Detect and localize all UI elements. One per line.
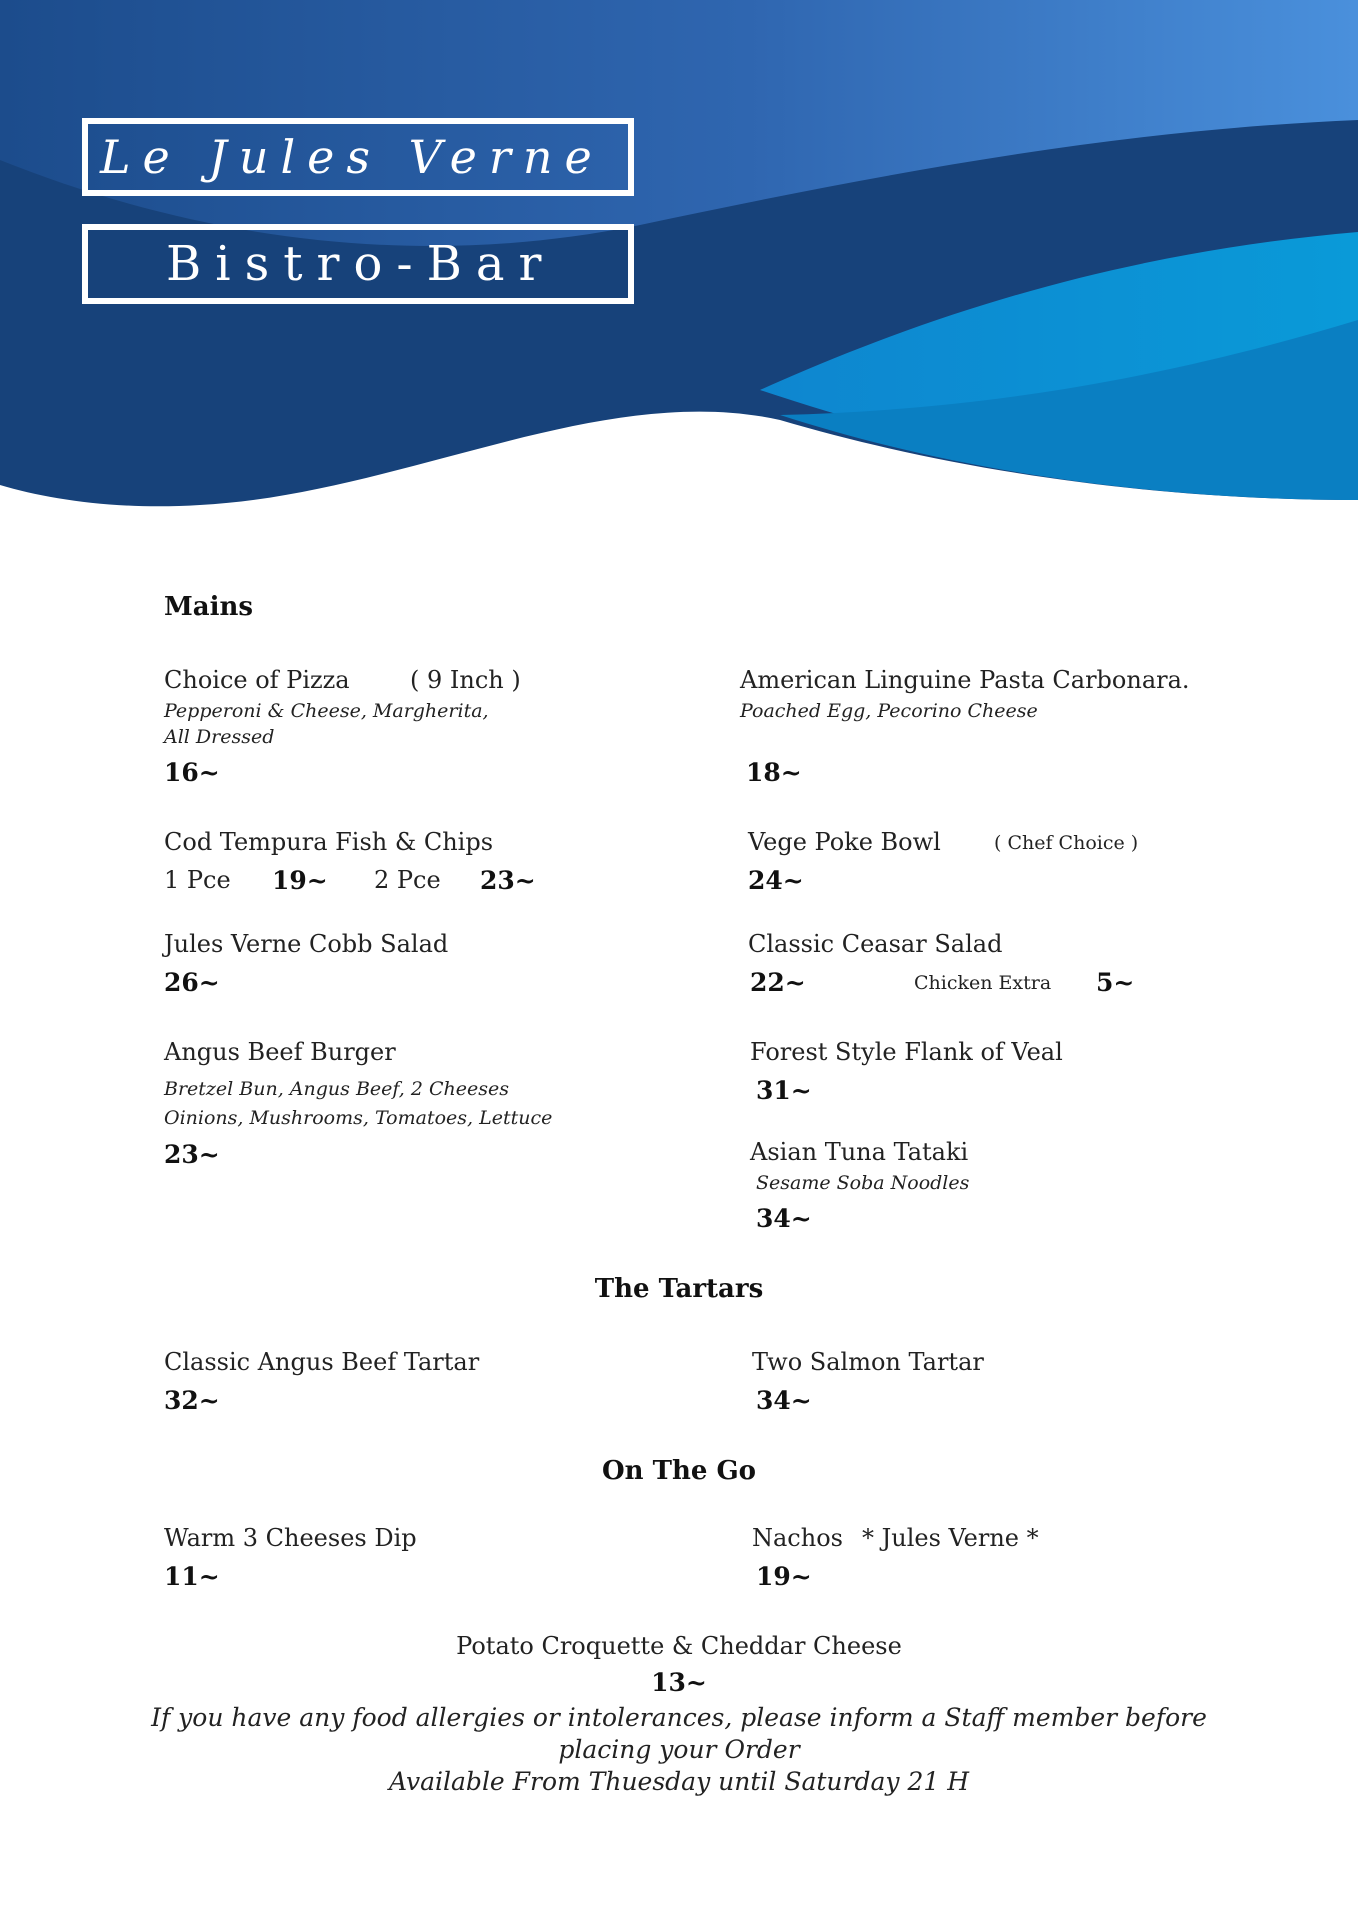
poke-note: ( Chef Choice ) (994, 832, 1139, 854)
tuna-name: Asian Tuna Tataki (750, 1138, 969, 1166)
burger-price: 23~ (164, 1140, 220, 1169)
pizza-price: 16~ (164, 758, 220, 787)
restaurant-subtitle: Bistro-Bar (82, 224, 634, 304)
poke-price: 24~ (748, 866, 804, 895)
fish-option-1: 1 Pce (164, 866, 231, 894)
nachos-price: 19~ (756, 1562, 812, 1591)
allergy-note-line-1: If you have any food allergies or intolerances, please inform a Staff member before (151, 1703, 1207, 1732)
mains-heading: Mains (164, 592, 254, 622)
poke-name: Vege Poke Bowl (748, 828, 941, 856)
ceasar-extra-price: 5~ (1096, 968, 1135, 997)
pizza-size: ( 9 Inch ) (410, 666, 521, 694)
burger-desc-2: Oinions, Mushrooms, Tomatoes, Lettuce (164, 1107, 553, 1129)
carbonara-name: American Linguine Pasta Carbonara. (740, 666, 1190, 694)
veal-name: Forest Style Flank of Veal (750, 1038, 1063, 1066)
dip-price: 11~ (164, 1562, 220, 1591)
ceasar-name: Classic Ceasar Salad (748, 930, 1003, 958)
croquette-name: Potato Croquette & Cheddar Cheese (456, 1632, 902, 1660)
allergy-note-line-2: placing your Order (558, 1735, 800, 1764)
carbonara-desc: Poached Egg, Pecorino Cheese (740, 700, 1038, 722)
pizza-name: Choice of Pizza (164, 666, 350, 694)
fish-option-2: 2 Pce (374, 866, 441, 894)
dip-name: Warm 3 Cheeses Dip (164, 1524, 417, 1552)
fish-name: Cod Tempura Fish & Chips (164, 828, 494, 856)
salmon-tartar-price: 34~ (756, 1386, 812, 1415)
salmon-tartar-name: Two Salmon Tartar (752, 1348, 984, 1376)
beef-tartar-name: Classic Angus Beef Tartar (164, 1348, 480, 1376)
restaurant-title: Le Jules Verne (82, 118, 634, 196)
veal-price: 31~ (756, 1076, 812, 1105)
nachos-note: * Jules Verne * (862, 1524, 1039, 1552)
ceasar-price: 22~ (750, 968, 806, 997)
burger-name: Angus Beef Burger (164, 1038, 396, 1066)
fish-price-1: 19~ (272, 866, 328, 895)
cobb-name: Jules Verne Cobb Salad (164, 930, 449, 958)
fish-price-2: 23~ (480, 866, 536, 895)
nachos-name: Nachos (752, 1524, 843, 1552)
availability-note: Available From Thuesday until Saturday 21 H (388, 1767, 970, 1796)
onthego-heading: On The Go (602, 1456, 756, 1486)
croquette-price: 13~ (651, 1668, 707, 1697)
ceasar-extra: Chicken Extra (914, 972, 1052, 994)
tartars-heading: The Tartars (594, 1274, 764, 1304)
tuna-desc: Sesame Soba Noodles (756, 1172, 970, 1194)
tuna-price: 34~ (756, 1204, 812, 1233)
beef-tartar-price: 32~ (164, 1386, 220, 1415)
pizza-desc-2: All Dressed (164, 726, 275, 748)
cobb-price: 26~ (164, 968, 220, 997)
carbonara-price: 18~ (746, 758, 802, 787)
burger-desc-1: Bretzel Bun, Angus Beef, 2 Cheeses (164, 1078, 509, 1100)
header-banner (0, 0, 1358, 560)
pizza-desc-1: Pepperoni & Cheese, Margherita, (164, 700, 489, 722)
